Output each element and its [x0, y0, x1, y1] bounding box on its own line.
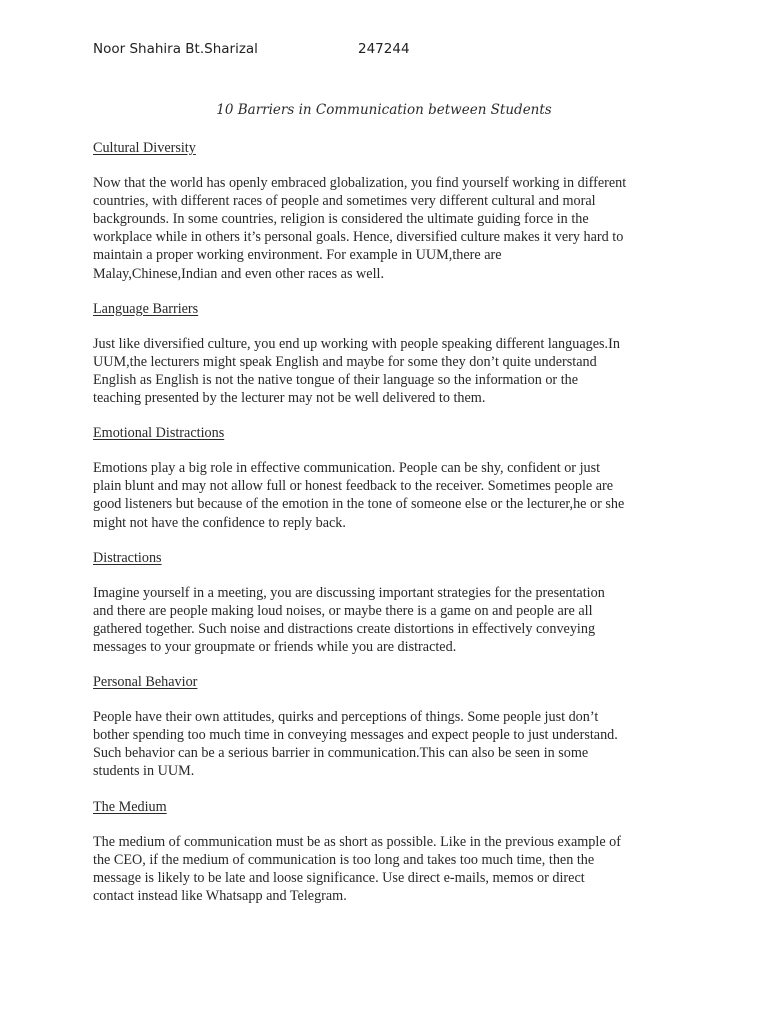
- paragraph-line: backgrounds. In some countries, religion is considered the ultimate guiding force in the: [93, 211, 589, 228]
- author-name: Noor Shahira Bt.Sharizal: [93, 41, 258, 57]
- student-id: 247244: [358, 41, 410, 57]
- section-heading: Cultural Diversity: [93, 140, 196, 156]
- section-distractions: [93, 549, 683, 656]
- paragraph-line: students in UUM.: [93, 763, 195, 780]
- paragraph-line: Malay,Chinese,Indian and even other races as well.: [93, 265, 384, 282]
- document-title: 10 Barriers in Communication between Students: [216, 102, 552, 118]
- paragraph-line: Now that the world has openly embraced globalization, you find yourself working in different: [93, 175, 627, 192]
- section-heading: Distractions: [93, 549, 162, 566]
- document-header: [93, 41, 410, 57]
- section-paragraph: [93, 833, 683, 905]
- paragraph-line: English as English is not the native tongue of their language so the information or the: [93, 371, 579, 388]
- paragraph-line: workplace while in others it’s personal goals. Hence, diversified culture makes it very hard to: [93, 229, 624, 246]
- section-paragraph: [93, 584, 683, 656]
- paragraph-line: bother spending too much time in conveying messages and expect people to just understand.: [93, 727, 618, 744]
- section-emotional-distractions: [93, 424, 683, 531]
- paragraph-line: countries, with different races of people and sometimes very different cultural and moral: [93, 193, 596, 210]
- paragraph-line: Just like diversified culture, you end up working with people speaking different languages.In: [93, 335, 620, 352]
- paragraph-line: plain blunt and may not allow full or honest feedback to the receiver. Sometimes people are: [93, 478, 614, 495]
- paragraph-line: The medium of communication must be as short as possible. Like in the previous example of: [93, 833, 621, 850]
- section-language-barriers: [93, 300, 683, 407]
- paragraph-line: Emotions play a big role in effective communication. People can be shy, confident or just: [93, 460, 601, 477]
- section-heading: Personal Behavior: [93, 674, 198, 691]
- paragraph-line: gathered together. Such noise and distractions create distortions in effectively conveying: [93, 620, 596, 637]
- paragraph-line: Such behavior can be a serious barrier in communication.This can also be seen in some: [93, 745, 589, 762]
- section-paragraph: [93, 459, 683, 531]
- paragraph-line: People have their own attitudes, quirks and perceptions of things. Some people just don’t: [93, 709, 599, 726]
- section-heading: Emotional Distractions: [93, 425, 225, 442]
- section-paragraph: [93, 335, 683, 407]
- section-cultural-diversity: [93, 139, 683, 283]
- paragraph-line: the CEO, if the medium of communication is too long and takes too much time, then the: [93, 851, 595, 868]
- paragraph-line: and there are people making loud noises, or maybe there is a game on and people are all: [93, 602, 593, 619]
- paragraph-line: maintain a proper working environment. For example in UUM,there are: [93, 247, 502, 264]
- paragraph-line: contact instead like Whatsapp and Telegram.: [93, 887, 347, 904]
- section-the-medium: [93, 798, 683, 905]
- section-heading: Language Barriers: [93, 300, 199, 317]
- paragraph-line: message is likely to be late and loose significance. Use direct e-mails, memos or direct: [93, 869, 585, 886]
- section-paragraph: [93, 708, 683, 780]
- section-heading: The Medium: [93, 798, 167, 815]
- paragraph-line: UUM,the lecturers might speak English and maybe for some they don’t quite understand: [93, 353, 597, 370]
- section-personal-behavior: [93, 673, 683, 780]
- paragraph-line: might not have the confidence to reply back.: [93, 514, 346, 531]
- paragraph-line: good listeners but because of the emotion in the tone of someone else or the lecturer,he or she: [93, 496, 625, 513]
- paragraph-line: messages to your groupmate or friends while you are distracted.: [93, 638, 457, 655]
- paragraph-line: teaching presented by the lecturer may not be well delivered to them.: [93, 390, 486, 407]
- section-paragraph: [93, 174, 683, 283]
- document-body: [93, 139, 683, 922]
- paragraph-line: Imagine yourself in a meeting, you are discussing important strategies for the presentation: [93, 584, 605, 601]
